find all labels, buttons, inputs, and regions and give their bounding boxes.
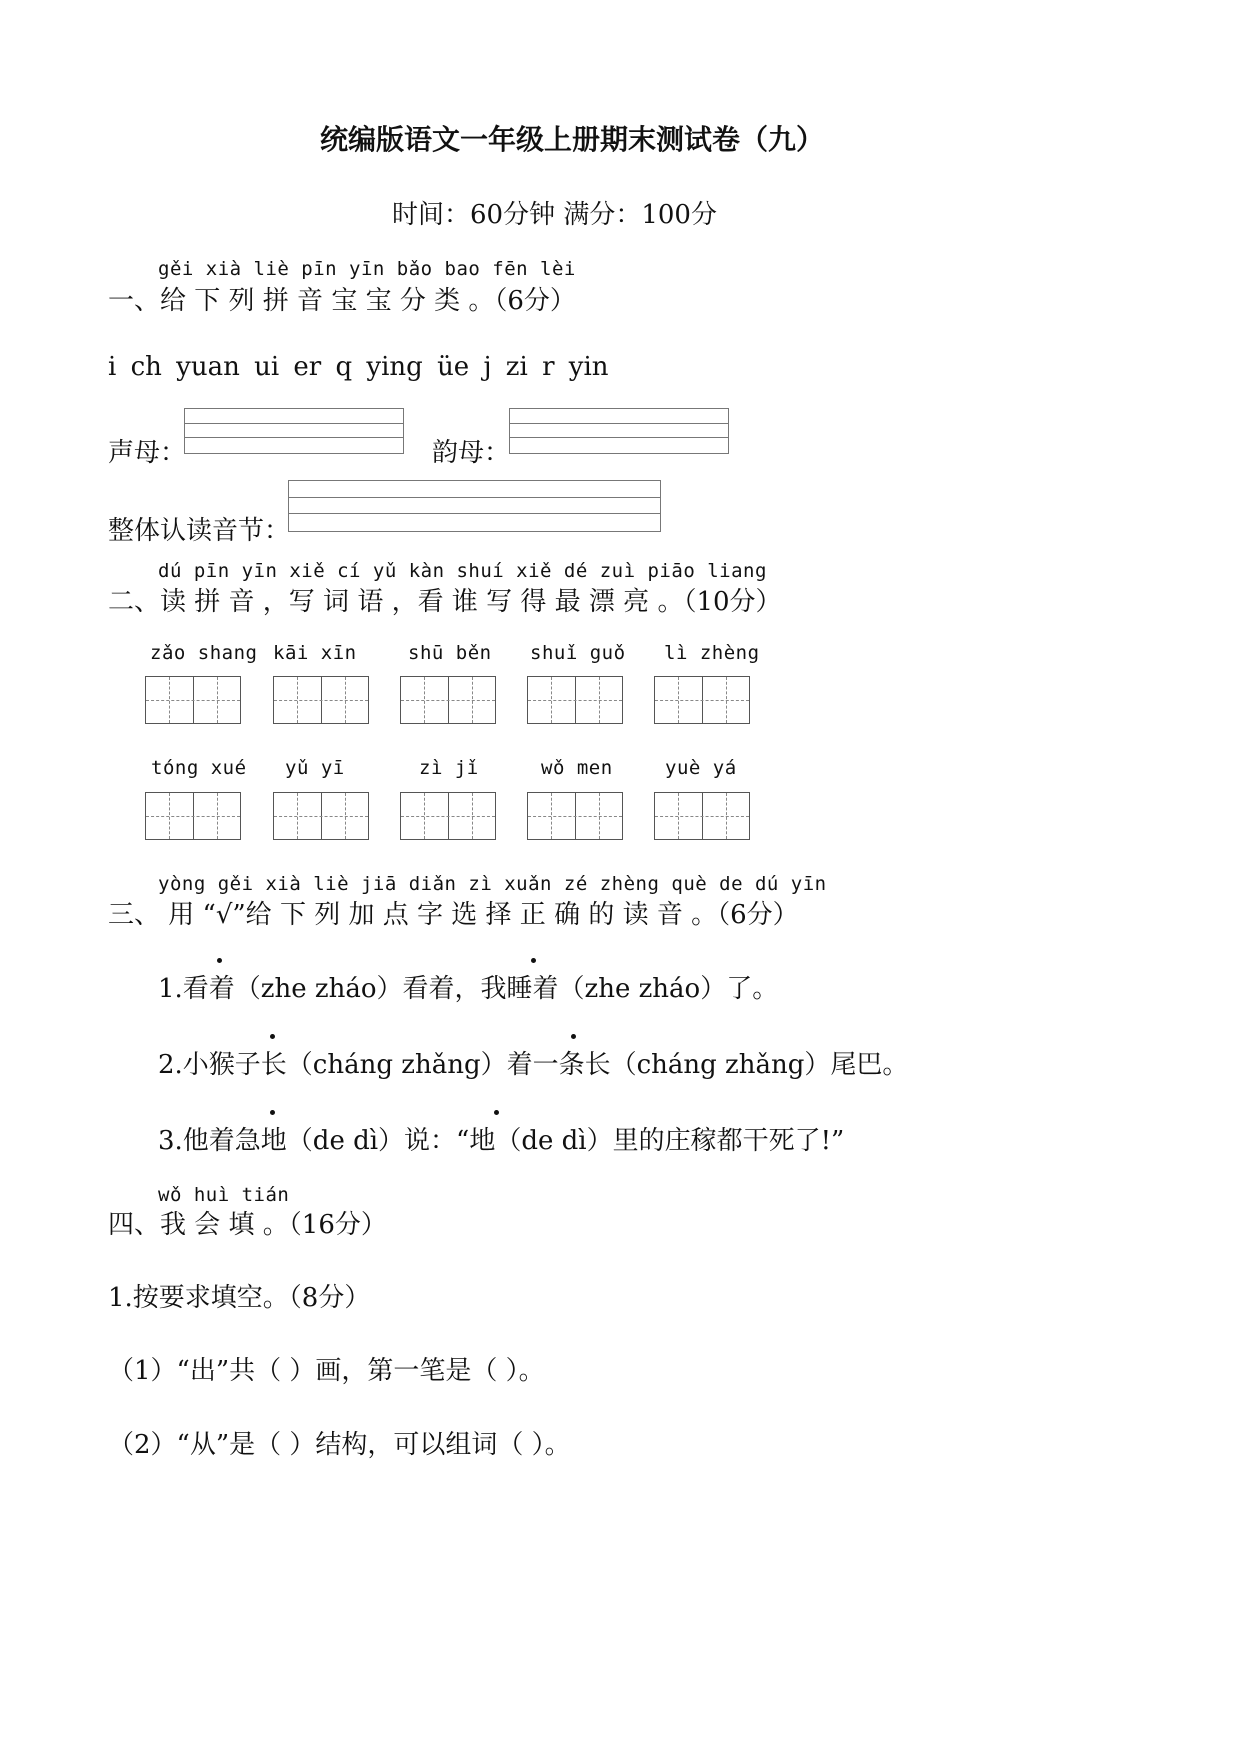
writing-grid[interactable] <box>400 676 496 724</box>
writing-grid[interactable] <box>145 676 241 724</box>
q1-pinyin: gěi xià liè pīn yīn bǎo bao fēn lèi <box>158 258 576 280</box>
q4-sub1: 1.按要求填空。（8分） <box>108 1283 371 1313</box>
page-title: 统编版语文一年级上册期末测试卷（九） <box>320 123 825 156</box>
q2-heading: 二、读 拼 音 ，写 词 语 ，看 谁 写 得 最 漂 亮 。（10分） <box>108 587 782 617</box>
word-pinyin: tóng xué <box>151 757 247 779</box>
q3-pinyin: yòng gěi xià liè jiā diǎn zì xuǎn zé zhèng què de dú yīn <box>158 873 827 895</box>
emphasis-dot <box>571 1034 576 1039</box>
zhengti-answer-lines[interactable] <box>288 480 661 532</box>
writing-grid[interactable] <box>527 676 623 724</box>
exam-meta: 时间：60分钟 满分：100分 <box>392 200 717 230</box>
word-pinyin: yǔ yī <box>285 757 345 779</box>
word-pinyin: zì jǐ <box>419 757 479 779</box>
writing-grid[interactable] <box>145 792 241 840</box>
word-pinyin: lì zhèng <box>664 642 760 664</box>
q4-item-2[interactable]: （2）“从”是（ ）结构，可以组词（ ）。 <box>108 1430 571 1460</box>
emphasis-dot <box>494 1110 499 1115</box>
q3-item-2: 2.小猴子长（cháng zhǎng）着一条长（cháng zhǎng）尾巴。 <box>158 1050 909 1080</box>
word-pinyin: wǒ men <box>541 757 613 779</box>
q3-heading: 三、 用 “√”给 下 列 加 点 字 选 择 正 确 的 读 音 。（6分） <box>108 900 799 930</box>
word-pinyin: kāi xīn <box>273 642 357 664</box>
shengmu-label: 声母： <box>108 438 187 468</box>
q4-heading: 四、我 会 填 。（16分） <box>108 1210 387 1240</box>
word-pinyin: yuè yá <box>665 757 737 779</box>
q3-item-3: 3.他着急地（de dì）说：“地（de dì）里的庄稼都干死了!” <box>158 1126 845 1156</box>
q1-items: i ch yuan ui er q ying üe j zi r yin <box>108 352 609 382</box>
shengmu-answer-lines[interactable] <box>184 408 404 454</box>
q2-pinyin: dú pīn yīn xiě cí yǔ kàn shuí xiě dé zuì piāo liang <box>158 560 767 582</box>
word-pinyin: zǎo shang <box>150 642 258 664</box>
q4-pinyin: wǒ huì tián <box>158 1184 290 1206</box>
emphasis-dot <box>270 1034 275 1039</box>
emphasis-dot <box>217 958 222 963</box>
writing-grid[interactable] <box>527 792 623 840</box>
q1-heading: 一、给 下 列 拼 音 宝 宝 分 类 。（6分） <box>108 286 576 316</box>
q4-item-1[interactable]: （1）“出”共（ ）画，第一笔是（ ）。 <box>108 1356 545 1386</box>
zhengti-label: 整体认读音节： <box>108 516 291 546</box>
emphasis-dot <box>531 958 536 963</box>
writing-grid[interactable] <box>654 792 750 840</box>
yunmu-answer-lines[interactable] <box>509 408 729 454</box>
writing-grid[interactable] <box>400 792 496 840</box>
writing-grid[interactable] <box>273 676 369 724</box>
word-pinyin: shuǐ guǒ <box>530 642 626 664</box>
emphasis-dot <box>270 1110 275 1115</box>
yunmu-label: 韵母： <box>432 438 511 468</box>
writing-grid[interactable] <box>273 792 369 840</box>
word-pinyin: shū běn <box>408 642 492 664</box>
writing-grid[interactable] <box>654 676 750 724</box>
q3-item-1: 1.看着（zhe zháo）看着，我睡着（zhe zháo）了。 <box>158 974 779 1004</box>
